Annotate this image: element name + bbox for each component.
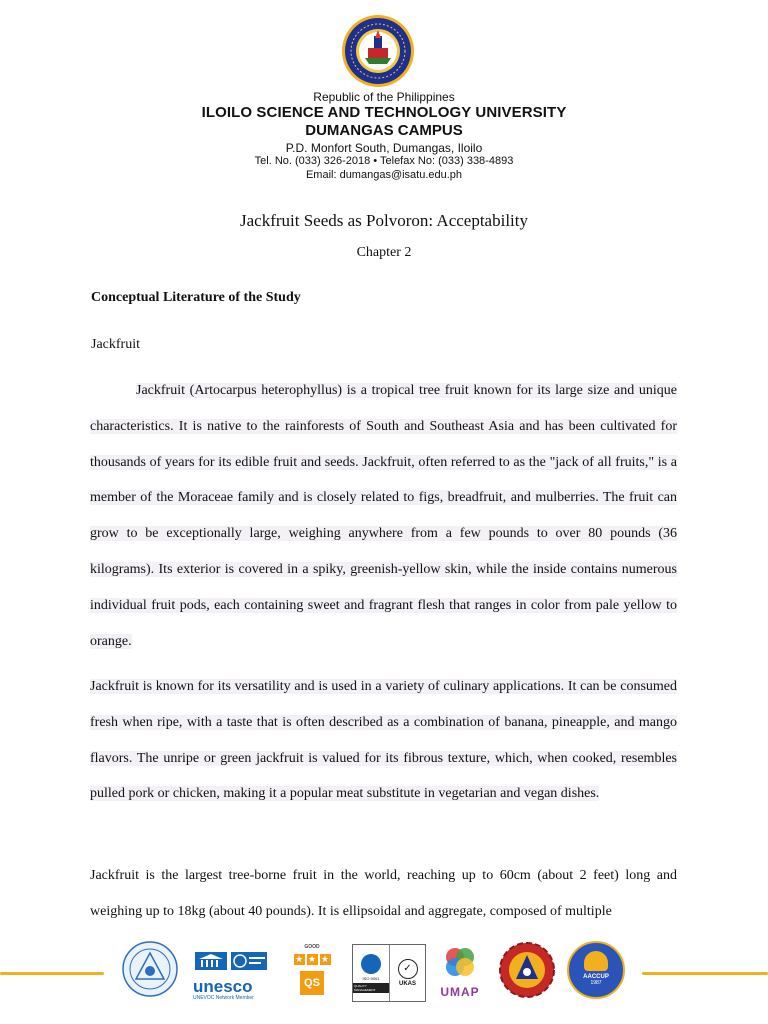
section-heading: Conceptual Literature of the Study xyxy=(91,290,301,305)
star-icon: ★ xyxy=(294,954,304,964)
aaccup-figure-icon xyxy=(584,951,608,971)
aaccup-year: 1987 xyxy=(590,980,602,986)
paragraph-1-text: Jackfruit (Artocarpus heterophyllus) is a tropical tree fruit known for its large size and unique characteristics. It is native to the rainforests of South and Southeast Asia and has been cultivated for thousands of years for its edible fruit and seeds. Jackfruit, often referred to as the "jack of all fruits," is a member of the Moraceae family and is closely related to figs, breadfruit, and mulberries. The fruit can grow to be exceptionally large, weighing anywhere from a few pounds to over 80 pounds (36 kilograms). Its exterior is covered in a spiky, greenish-yellow skin, while the inside contains numerous individual fruit pods, each containing sweet and fragrant flesh that ranges in color from pale yellow to orange. xyxy=(90,383,677,649)
document-title: Jackfruit Seeds as Polvoron: Acceptability xyxy=(240,211,528,230)
qs-stars-logo xyxy=(291,944,333,1002)
gear-emblem-logo xyxy=(498,939,556,1001)
ukas-label: UKAS xyxy=(398,981,416,987)
campus-address: P.D. Monfort South, Dumangas, Iloilo xyxy=(285,141,483,155)
crown-icon: ✓ xyxy=(398,959,418,979)
qs-badge: QS xyxy=(300,971,324,995)
star-icon: ★ xyxy=(320,954,330,964)
paragraph-2-text: Jackfruit is known for its versatility and is used in a variety of culinary applications. It can be consumed fresh when ripe, with a taste that is often described as a combination of banana, pineapple, and mango flavors. The unripe or green jackfruit is valued for its fibrous texture, which, when cooked, resembles pulled pork or chicken, making it a popular meat substitute in vegetarian and vegan dishes. xyxy=(90,679,677,802)
unesco-logo xyxy=(193,950,269,1000)
unevoc-member-label: UNEVOC Network Member xyxy=(193,995,254,1001)
quality-management-label: QUALITY MANAGEMENT xyxy=(353,983,389,993)
aaccup-logo xyxy=(567,941,625,999)
aaccup-wordmark: AACCUP xyxy=(583,974,609,980)
contact-telephone: Tel. No. (033) 326-2018 • Telefax No: (033) 338-4893 xyxy=(254,155,514,167)
qs-rating-label: GOOD xyxy=(304,944,320,950)
ukas-certification-mark xyxy=(390,945,425,1001)
paragraph-3-text: Jackfruit is the largest tree-borne fruit in the world, reaching up to 60cm (about 2 feet) long and weighing up to 18kg (about 40 pounds). It is ellipsoidal and aggregate, composed of multiple xyxy=(90,868,677,919)
republic-line: Republic of the Philippines xyxy=(313,90,455,104)
star-icon: ★ xyxy=(307,954,317,964)
campus-name: DUMANGAS CAMPUS xyxy=(305,122,463,139)
chapter-label: Chapter 2 xyxy=(356,245,412,260)
tuv-certification-mark xyxy=(353,945,389,1001)
qs-stars-row xyxy=(291,954,333,965)
paragraph-3 xyxy=(90,858,677,930)
umap-wordmark: UMAP xyxy=(440,985,480,999)
iso-standard-label: ISO 9001 xyxy=(362,975,380,981)
tuv-circle-icon xyxy=(361,954,381,974)
university-seal-logo xyxy=(341,14,415,88)
umap-flower-icon xyxy=(442,944,478,980)
footer-divider-right xyxy=(642,972,768,975)
subheading-jackfruit: Jackfruit xyxy=(91,337,140,352)
contact-email: Email: dumangas@isatu.edu.ph xyxy=(305,169,463,181)
unesco-temple-icon xyxy=(193,950,269,972)
university-name: ILOILO SCIENCE AND TECHNOLOGY UNIVERSITY xyxy=(201,104,567,121)
footer-divider-left xyxy=(0,972,104,975)
umap-logo xyxy=(436,944,484,1002)
unesco-wordmark: unesco xyxy=(193,977,253,996)
paragraph-2 xyxy=(90,669,677,812)
iso-certification-logo xyxy=(352,944,426,1002)
paragraph-1 xyxy=(90,373,677,659)
isatu-footer-seal-logo xyxy=(122,941,178,997)
